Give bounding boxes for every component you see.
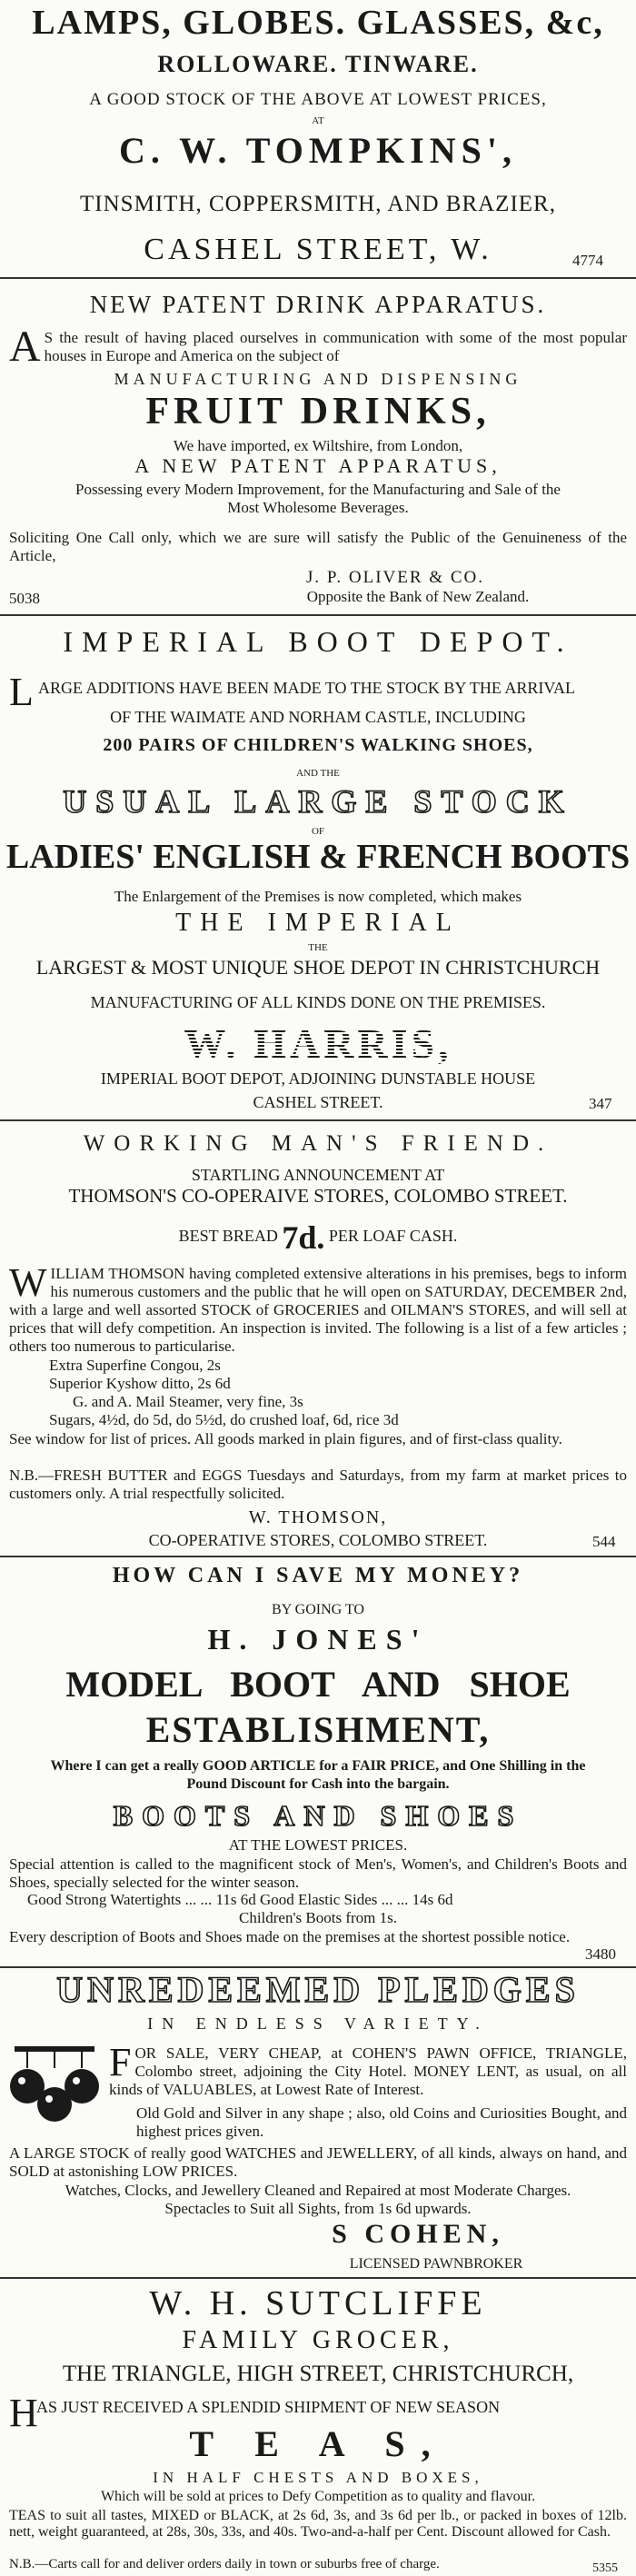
ad3-depot: IMPERIAL BOOT DEPOT, ADJOINING DUNSTABLE HOUSE — [100, 1069, 536, 1088]
ad2-firm: J. P. OLIVER & CO. — [306, 568, 484, 587]
ad5-boots: BOOTS AND SHOES — [113, 1799, 523, 1832]
ad5-where1: Where I can get a really GOOD ARTICLE for a FAIR PRICE, and One Shilling in the — [50, 1758, 586, 1774]
ad6-body — [109, 2040, 627, 2099]
ad1-title: LAMPS, GLOBES. GLASSES, &c, — [32, 4, 604, 42]
ad6-stock: A LARGE STOCK of really good WATCHES and JEWELLERY, of all kinds, always on hand, and SOLD at astonishing LOW PRICES. — [9, 2144, 627, 2180]
ad3-of: OF — [311, 826, 325, 837]
ad4-startling: STARTLING ANNOUNCEMENT AT — [191, 1166, 445, 1184]
ad7-teas-list: TEAS to suit all tastes, MIXED or BLACK, at 2s 6d, 3s, and 3s 6d per lb., or packed in boxes of 12lb. nett, weight guaranteed, at 28s, 30s, 33s, and 40s. Two-and-a-half per Cent. Discount allowed for Cash. — [9, 2508, 627, 2540]
ad7-name: W. H. SUTCLIFFE — [149, 2284, 487, 2322]
ad2-possessing: Possessing every Modern Improvement, for the Manufacturing and Sale of the — [75, 481, 561, 498]
ad5-where2: Pound Discount for Cash into the bargain. — [186, 1776, 450, 1792]
ad5-jones: H. JONES' — [207, 1623, 429, 1656]
ad3-imperial: THE IMPERIAL — [175, 909, 461, 937]
ad2-body-text: S the result of having placed ourselves in communication with some of the most popular houses in Europe and America on the subject of — [44, 329, 627, 364]
ad3-harris: W. HARRIS, — [0, 1023, 636, 1065]
divider — [0, 2277, 636, 2279]
ad6-signature: S COHEN, — [332, 2219, 504, 2249]
ad7-nb: N.B.—Carts call for and deliver orders daily in town or suburbs free of charge. — [9, 2557, 440, 2571]
ad5-every: Every description of Boots and Shoes made on the premises at the shortest possible notice. — [9, 1928, 571, 1945]
ad7-teas: T E A S, — [189, 2423, 447, 2464]
ad7-halfchests: IN HALF CHESTS AND BOXES, — [153, 2469, 483, 2486]
ad2-manufacturing: MANUFACTURING AND DISPENSING — [114, 370, 522, 388]
ad4-bread: BEST BREAD 7d. PER LOAF CASH. — [178, 1219, 458, 1256]
ad2-body — [9, 323, 627, 371]
ad4-number: 544 — [592, 1533, 616, 1550]
ad6-spectacles: Spectacles to Suit all Sights, from 1s 6d upwards. — [164, 2200, 472, 2217]
ad6-dropcap: F — [109, 2040, 132, 2084]
ad2-soliciting: Soliciting One Call only, which we are sure will satisfy the Public of the Genuineness of the Article, — [9, 529, 627, 564]
ad3-andthe: AND THE — [296, 768, 340, 779]
ad1-name: C. W. TOMPKINS', — [119, 130, 517, 171]
ad5-establishment: ESTABLISHMENT, — [145, 1709, 491, 1750]
ad7-sold: Which will be sold at prices to Defy Competition as to quality and flavour. — [100, 2489, 536, 2504]
ad6-title: UNREDEEMED PLEDGES — [56, 1969, 580, 2010]
ad5-question: HOW CAN I SAVE MY MONEY? — [112, 1564, 524, 1587]
ad3-cashel: CASHEL STREET. — [253, 1093, 383, 1111]
ad2-title: NEW PATENT DRINK APPARATUS. — [89, 291, 547, 318]
ad4-item-1: Extra Superfine Congou, 2s — [49, 1357, 221, 1374]
ad5-lowest: AT THE LOWEST PRICES. — [228, 1836, 408, 1854]
ad1-at: AT — [312, 115, 324, 126]
pawnbroker-balls-icon — [9, 2039, 100, 2130]
ad1-number: 4774 — [572, 252, 603, 269]
ad3-enlargement: The Enlargement of the Premises is now completed, which makes — [114, 888, 522, 905]
ad1-subtitle: ROLLOWARE. TINWARE. — [157, 51, 479, 77]
ad2-opposite: Opposite the Bank of New Zealand. — [306, 588, 530, 605]
ad6-gold: Old Gold and Silver in any shape ; also, old Coins and Curiosities Bought, and highest prices given. — [136, 2104, 627, 2140]
ad2-patent: A NEW PATENT APPARATUS, — [134, 454, 502, 477]
ad3-intro1: ARGE ADDITIONS HAVE BEEN MADE TO THE STOCK BY THE ARRIVAL — [38, 679, 576, 697]
ad7-address: THE TRIANGLE, HIGH STREET, CHRISTCHURCH, — [62, 2362, 574, 2386]
ad2-number: 5038 — [9, 590, 40, 607]
ad4-dropcap: W — [9, 1260, 47, 1305]
ad2-imported: We have imported, ex Wiltshire, from London, — [173, 437, 463, 454]
ad1-address: CASHEL STREET, W. — [144, 233, 492, 266]
divider — [0, 1556, 636, 1557]
ad3-title: IMPERIAL BOOT DEPOT. — [63, 625, 573, 658]
ad7-grocer: FAMILY GROCER, — [182, 2326, 454, 2354]
ad5-children: Children's Boots from 1s. — [238, 1909, 397, 1926]
ad4-title: WORKING MAN'S FRIEND. — [83, 1131, 553, 1156]
ad3-ladies: LADIES' ENGLISH & FRENCH BOOTS — [5, 838, 631, 876]
ad1-stock: A GOOD STOCK OF THE ABOVE AT LOWEST PRICES, — [89, 90, 547, 109]
divider — [0, 1119, 636, 1121]
ad4-thomsons: THOMSON'S CO-OPERAIVE STORES, COLOMBO STREET. — [68, 1185, 568, 1207]
ad4-body — [9, 1260, 627, 1356]
ad4-stores: CO-OPERATIVE STORES, COLOMBO STREET. — [148, 1531, 488, 1549]
divider — [0, 614, 636, 616]
ad3-manufacturing: MANUFACTURING OF ALL KINDS DONE ON THE PREMISES. — [90, 993, 546, 1011]
ad2-fruit: FRUIT DRINKS, — [145, 391, 491, 433]
ad4-body-text: ILLIAM THOMSON having completed extensive alterations in his premises, begs to inform his numerous customers and the public that he will open on SATURDAY, DECEMBER 2nd, with a large and well assorted STOCK of GROCERIES and OILMAN'S STORES, and will sell at prices that will defy competition. An inspection is invited. The following is a list of a few articles ; others too numerous to particularise. — [9, 1265, 627, 1355]
ad6-watches: Watches, Clocks, and Jewellery Cleaned and Repaired at most Moderate Charges. — [65, 2182, 571, 2199]
ad3-largest: LARGEST & MOST UNIQUE SHOE DEPOT IN CHRISTCHURCH — [35, 956, 601, 979]
ad3-intro2: OF THE WAIMATE AND NORHAM CASTLE, INCLUDING — [110, 708, 526, 726]
ad6-variety: IN ENDLESS VARIETY. — [147, 2014, 489, 2033]
ad3-dropcap: L — [9, 670, 34, 714]
divider — [0, 1966, 636, 1968]
ad6-body-text: OR SALE, VERY CHEAP, at COHEN'S PAWN OFFICE, TRIANGLE, Colombo street, adjoining the City Hotel. MONEY LENT, as usual, on all kinds of VALUABLES, at Lowest Rate of Interest. — [109, 2044, 627, 2098]
ad3-intro3: 200 PAIRS OF CHILDREN'S WALKING SHOES, — [103, 735, 533, 755]
ad1-trades: TINSMITH, COPPERSMITH, AND BRAZIER, — [80, 192, 556, 216]
ad5-waterights: Good Strong Watertights ... ... 11s 6d Good Elastic Sides ... ... 14s 6d — [27, 1891, 453, 1908]
ad4-window: See window for list of prices. All goods marked in plain figures, and of first-class quality. — [9, 1430, 562, 1447]
divider — [0, 277, 636, 279]
ad6-licensed: LICENSED PAWNBROKER — [349, 2256, 523, 2272]
ad7-number: 5355 — [592, 2561, 618, 2575]
ad4-nb: N.B.—FRESH BUTTER and EGGS Tuesdays and Saturdays, from my farm at market prices to customers only. A trial respectfully solicited. — [9, 1467, 627, 1502]
ad4-signature: W. THOMSON, — [248, 1507, 388, 1527]
ad3-number: 347 — [589, 1095, 612, 1112]
ad3-usual: USUAL LARGE STOCK — [63, 783, 573, 820]
ad4-item-4: Sugars, 4½d, do 5d, do 5½d, do crushed loaf, 6d, rice 3d — [49, 1411, 399, 1428]
ad2-dropcap: A — [9, 323, 41, 371]
ad5-bygoing: BY GOING TO — [272, 1602, 364, 1617]
ad4-item-2: Superior Kyshow ditto, 2s 6d — [49, 1375, 231, 1392]
ad7-dropcap: H — [9, 2391, 38, 2435]
ad5-number: 3480 — [585, 1945, 616, 1963]
ad7-body: AS JUST RECEIVED A SPLENDID SHIPMENT OF NEW SEASON — [36, 2398, 501, 2416]
ad5-model: MODEL BOOT AND SHOE — [65, 1664, 571, 1705]
ad5-special: Special attention is called to the magnificent stock of Men's, Women's, and Children's Boots and Shoes, specially selected for the winter season. — [9, 1855, 627, 1891]
ad2-wholesome: Most Wholesome Beverages. — [227, 499, 409, 516]
ad4-item-3: G. and A. Mail Steamer, very fine, 3s — [73, 1393, 303, 1410]
ad3-the: THE — [308, 942, 328, 953]
